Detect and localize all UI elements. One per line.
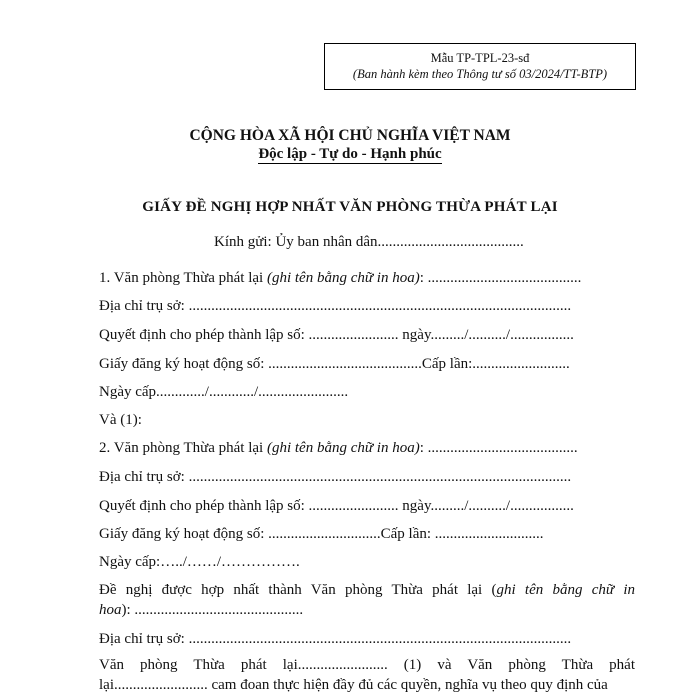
office1-name-line	[99, 269, 635, 287]
motto	[0, 146, 700, 163]
merge-request-line2	[99, 601, 635, 619]
office1-name-hint: (ghi tên bằng chữ in hoa)	[266, 270, 420, 286]
merge-request-hint: ghi tên bằng chữ in	[496, 582, 635, 598]
motto-text: Độc lập - Tự do - Hạnh phúc	[258, 146, 442, 162]
office2-address-line: Địa chỉ trụ sở: ......................................................................................................	[99, 469, 572, 485]
office1-name-fill: : .........................................	[419, 270, 582, 286]
merge-request-fill: ): .............................................	[121, 602, 304, 618]
merge-request-text: Đề nghị được hợp nhất thành Văn phòng Thừa phát lại (	[99, 582, 497, 598]
merge-request-hint-cont: hoa	[99, 602, 122, 618]
office1-address-line: Địa chỉ trụ sở: ......................................................................................................	[99, 298, 572, 314]
form-code-box	[324, 43, 636, 90]
office2-name-hint: (ghi tên bằng chữ in hoa)	[266, 440, 420, 456]
merge-request-line1	[99, 581, 635, 599]
and-label: Và (1):	[99, 412, 142, 428]
document-title: GIẤY ĐỀ NGHỊ HỢP NHẤT VĂN PHÒNG THỪA PHÁT LẠI	[142, 199, 558, 215]
office1-registration-line: Giấy đăng ký hoạt động số: .........................................Cấp lần:..........................	[99, 356, 570, 372]
form-issuance-note: (Ban hành kèm theo Thông tư số 03/2024/TT-BTP)	[352, 67, 608, 81]
office2-issue-date-line: Ngày cấp:…../……/…………….	[99, 554, 300, 570]
office2-name-line	[99, 439, 635, 457]
commitment-line2: lại......................... cam đoan thực hiện đầy đủ các quyền, nghĩa vụ theo quy định của	[99, 677, 608, 693]
form-code: Mẫu TP-TPL-23-sđ	[430, 51, 530, 65]
office1-decision-line: Quyết định cho phép thành lập số: ........................ ngày........./........../.................	[99, 327, 574, 343]
office2-registration-line: Giấy đăng ký hoạt động số: ..............................Cấp lần: .............................	[99, 526, 544, 542]
office1-issue-date-line: Ngày cấp............./............/........................	[99, 384, 349, 400]
commitment-line1: Văn phòng Thừa phát lại........................ (1) và Văn phòng Thừa phát	[99, 657, 635, 673]
merged-address-line: Địa chỉ trụ sở: ......................................................................................................	[99, 631, 572, 647]
nation-heading: CỘNG HÒA XÃ HỘI CHỦ NGHĨA VIỆT NAM	[189, 127, 511, 144]
office2-name-fill: : ........................................	[419, 440, 578, 456]
office2-name-prefix: 2. Văn phòng Thừa phát lại	[99, 440, 267, 456]
office1-name-prefix: 1. Văn phòng Thừa phát lại	[99, 270, 267, 286]
office2-decision-line: Quyết định cho phép thành lập số: ........................ ngày........./........../.................	[99, 498, 574, 514]
greeting-line: Kính gửi: Ủy ban nhân dân.......................................	[214, 234, 524, 250]
